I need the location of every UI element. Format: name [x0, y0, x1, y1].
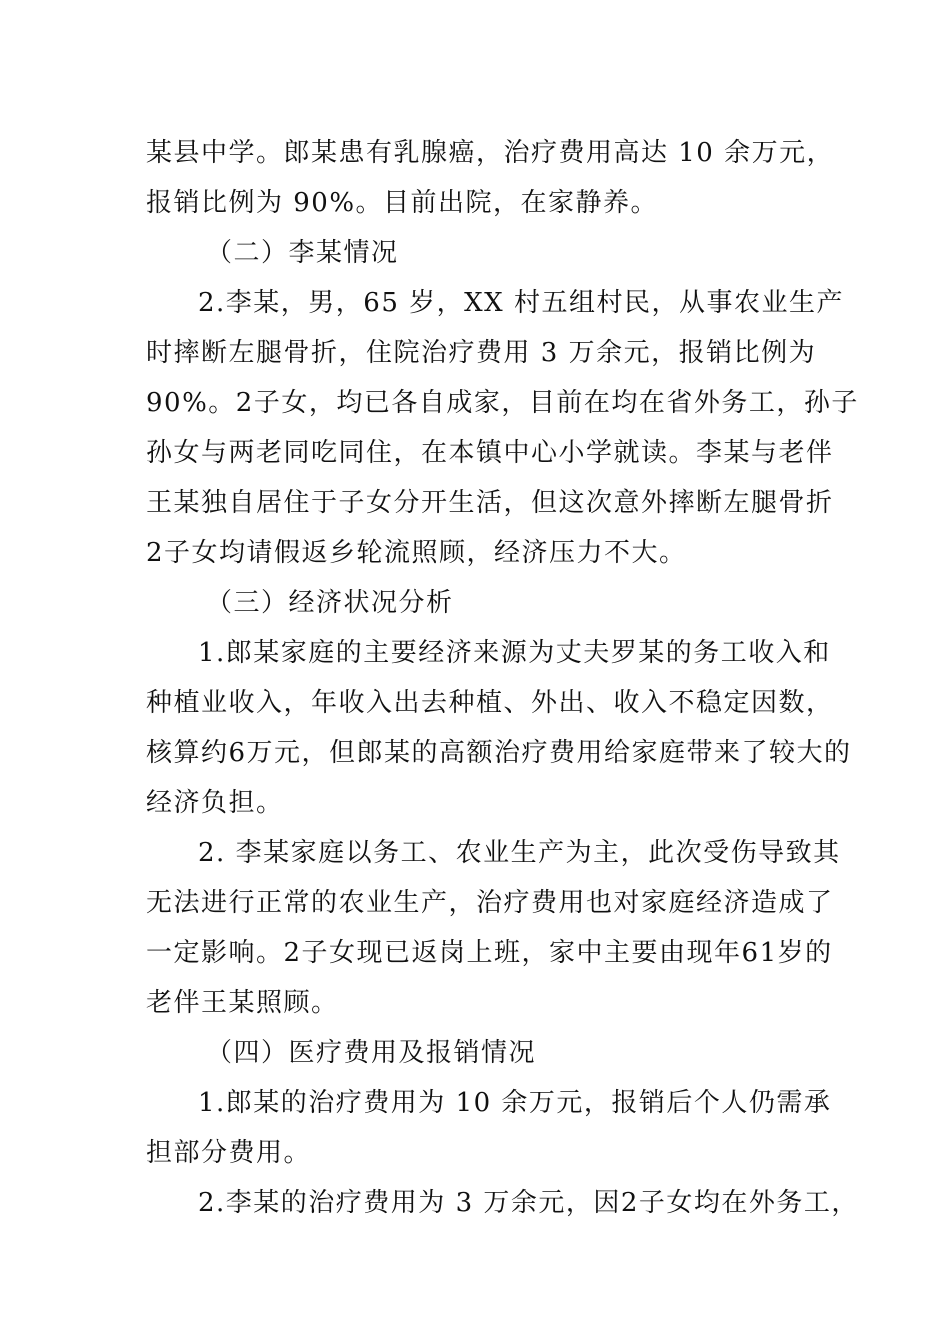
paragraph-first-line: 1.郎某的治疗费用为 10 余万元，报销后个人仍需承 [198, 1088, 832, 1118]
body-text-line: 报销比例为 90%。目前出院，在家静养。 [146, 188, 659, 218]
paragraph-first-line: 2. 李某家庭以务工、农业生产为主，此次受伤导致其 [198, 838, 841, 868]
body-text-line: 王某独自居住于子女分开生活，但这次意外摔断左腿骨折 [146, 488, 834, 518]
body-text-line: 一定影响。2子女现已返岗上班，家中主要由现年61岁的 [146, 938, 833, 968]
body-text-line: 老伴王某照顾。 [146, 988, 339, 1018]
body-text-line: 2子女均请假返乡轮流照顾，经济压力不大。 [146, 538, 687, 568]
body-text-line: 孙女与两老同吃同住，在本镇中心小学就读。李某与老伴 [146, 438, 834, 468]
paragraph-first-line: 2.李某的治疗费用为 3 万余元，因2子女均在外务工， [198, 1188, 859, 1218]
paragraph-first-line: 2.李某，男，65 岁，XX 村五组村民，从事农业生产 [198, 288, 844, 318]
section-heading: （三）经济状况分析 [206, 588, 454, 618]
body-text-line: 时摔断左腿骨折，住院治疗费用 3 万余元，报销比例为 [146, 338, 817, 368]
body-text-line: 无法进行正常的农业生产，治疗费用也对家庭经济造成了 [146, 888, 834, 918]
body-text-line: 种植业收入，年收入出去种植、外出、收入不稳定因数， [146, 688, 834, 718]
body-text-line: 核算约6万元，但郎某的高额治疗费用给家庭带来了较大的 [146, 738, 852, 768]
section-heading: （二）李某情况 [206, 238, 399, 268]
body-text-line: 某县中学。郎某患有乳腺癌，治疗费用高达 10 余万元， [146, 138, 835, 168]
body-text-line: 经济负担。 [146, 788, 284, 818]
body-text-line: 90%。2子女，均已各自成家，目前在均在省外务工，孙子 [146, 388, 859, 418]
body-text-line: 担部分费用。 [146, 1138, 312, 1168]
paragraph-first-line: 1.郎某家庭的主要经济来源为丈夫罗某的务工收入和 [198, 638, 831, 668]
section-heading: （四）医疗费用及报销情况 [206, 1038, 537, 1068]
